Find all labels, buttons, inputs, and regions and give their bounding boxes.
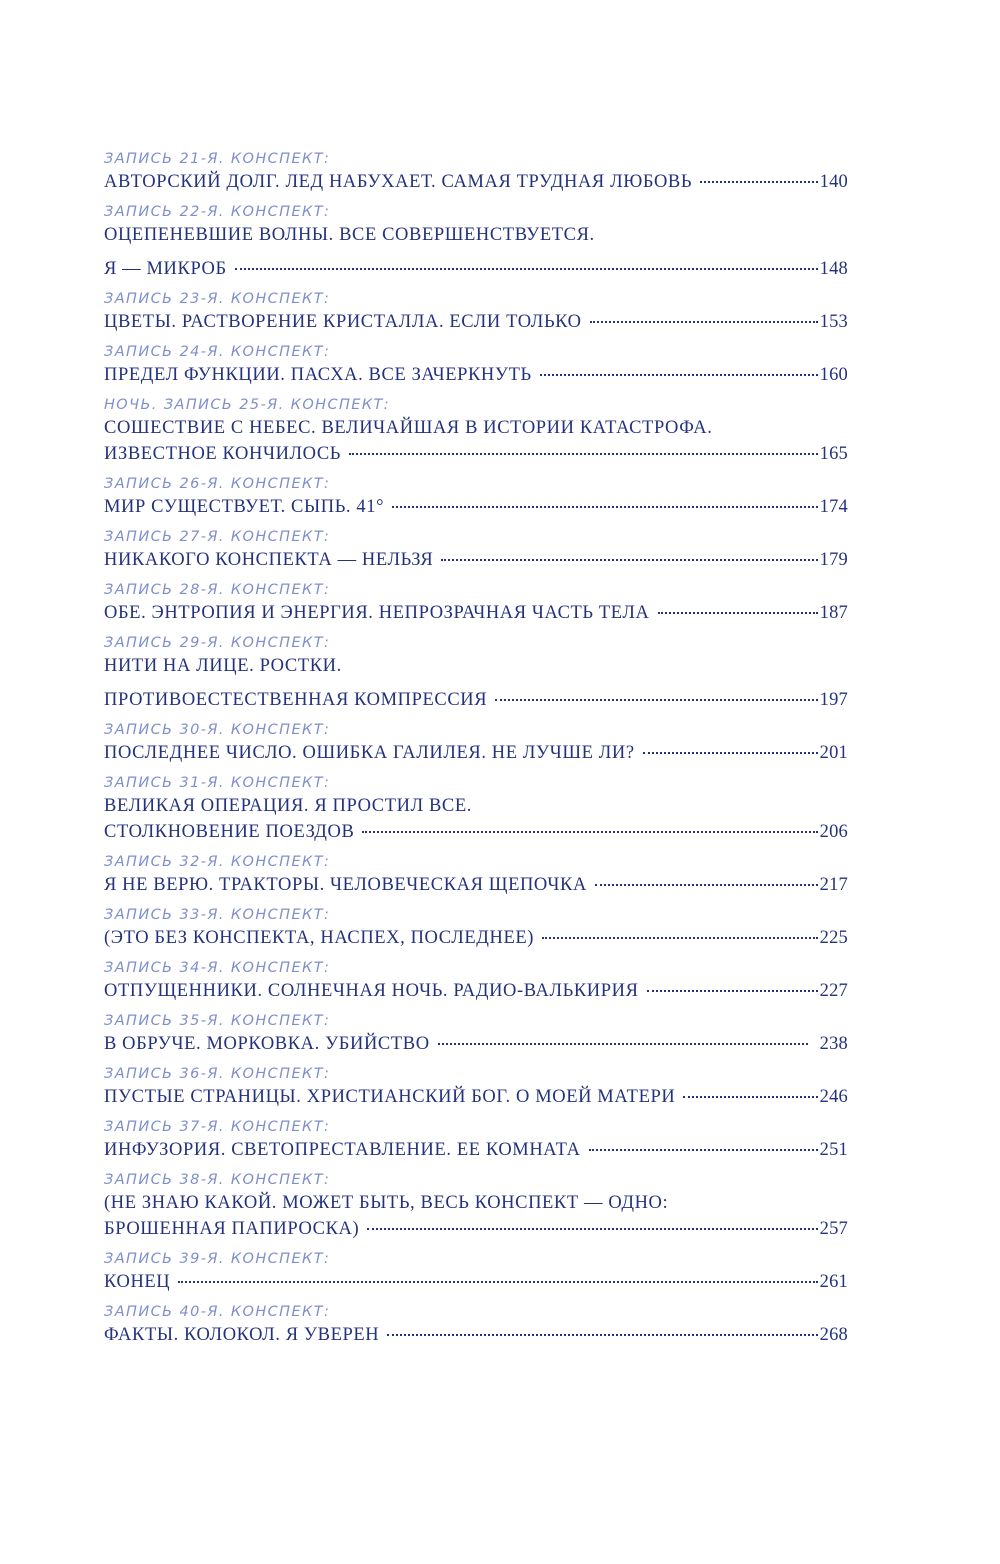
entry-title-line — [104, 442, 848, 466]
entry-heading: ЗАПИСЬ 35-Я. КОНСПЕКТ: — [104, 1013, 331, 1029]
entry-title: НИТИ НА ЛИЦЕ. РОСТКИ. — [104, 656, 342, 676]
entry-title: ИЗВЕСТНОЕ КОНЧИЛОСЬ — [104, 444, 342, 464]
entry-heading: ЗАПИСЬ 23-Я. КОНСПЕКТ: — [104, 291, 331, 307]
toc-entry[interactable] — [104, 904, 848, 950]
page-number: 187 — [819, 603, 848, 623]
dot-leader — [683, 1096, 817, 1098]
page-number: 206 — [819, 822, 848, 842]
entry-heading: ЗАПИСЬ 28-Я. КОНСПЕКТ: — [104, 582, 331, 598]
toc-entry[interactable] — [104, 772, 848, 844]
toc-entry[interactable] — [104, 473, 848, 519]
entry-title-line — [104, 1270, 848, 1294]
entry-title-line — [104, 170, 848, 194]
entry-heading: ЗАПИСЬ 22-Я. КОНСПЕКТ: — [104, 204, 331, 220]
entry-heading: ЗАПИСЬ 40-Я. КОНСПЕКТ: — [104, 1304, 331, 1320]
entry-title-line — [104, 873, 848, 897]
toc-entry[interactable] — [104, 579, 848, 625]
entry-heading: ЗАПИСЬ 30-Я. КОНСПЕКТ: — [104, 722, 331, 738]
toc-entry[interactable] — [104, 1248, 848, 1294]
entry-title-line — [104, 1191, 848, 1215]
toc-entry[interactable] — [104, 719, 848, 765]
entry-title: БРОШЕННАЯ ПАПИРОСКА) — [104, 1219, 360, 1239]
entry-title-line — [104, 654, 848, 678]
toc-entry[interactable] — [104, 526, 848, 572]
dot-leader — [235, 268, 818, 270]
entry-heading: НОЧЬ. ЗАПИСЬ 25-Я. КОНСПЕКТ: — [104, 397, 391, 413]
entry-title: ОЦЕПЕНЕВШИЕ ВОЛНЫ. ВСЕ СОВЕРШЕНСТВУЕТСЯ. — [104, 225, 595, 245]
entry-title-line — [104, 1032, 848, 1056]
page-number: 257 — [819, 1219, 848, 1239]
entry-title: Я — МИКРОБ — [104, 259, 227, 279]
entry-title-line — [104, 979, 848, 1003]
entry-heading: ЗАПИСЬ 34-Я. КОНСПЕКТ: — [104, 960, 331, 976]
dot-leader — [647, 990, 818, 992]
page-number: 153 — [819, 312, 848, 332]
entry-title: ОБЕ. ЭНТРОПИЯ И ЭНЕРГИЯ. НЕПРОЗРАЧНАЯ ЧАСТЬ ТЕЛА — [104, 603, 650, 623]
entry-title: ПРЕДЕЛ ФУНКЦИИ. ПАСХА. ВСЕ ЗАЧЕРКНУТЬ — [104, 365, 532, 385]
entry-title: ЦВЕТЫ. РАСТВОРЕНИЕ КРИСТАЛЛА. ЕСЛИ ТОЛЬКО — [104, 312, 582, 332]
entry-heading: ЗАПИСЬ 39-Я. КОНСПЕКТ: — [104, 1251, 331, 1267]
dot-leader — [595, 884, 818, 886]
dot-leader — [362, 831, 817, 833]
entry-heading: ЗАПИСЬ 36-Я. КОНСПЕКТ: — [104, 1066, 331, 1082]
entry-heading: ЗАПИСЬ 37-Я. КОНСПЕКТ: — [104, 1119, 331, 1135]
toc-entry[interactable] — [104, 394, 848, 466]
entry-heading: ЗАПИСЬ 32-Я. КОНСПЕКТ: — [104, 854, 331, 870]
dot-leader — [495, 699, 817, 701]
toc-entry[interactable] — [104, 148, 848, 194]
dot-leader — [178, 1281, 817, 1283]
entry-title-line — [104, 926, 848, 950]
entry-title-line — [104, 688, 848, 712]
entry-title-line — [104, 257, 848, 281]
toc-entry[interactable] — [104, 957, 848, 1003]
entry-heading: ЗАПИСЬ 24-Я. КОНСПЕКТ: — [104, 344, 331, 360]
toc-entry[interactable] — [104, 201, 848, 281]
page-number: 246 — [819, 1087, 848, 1107]
entry-title-line — [104, 1217, 848, 1241]
entry-title: ОТПУЩЕННИКИ. СОЛНЕЧНАЯ НОЧЬ. РАДИО-ВАЛЬКИРИЯ — [104, 981, 639, 1001]
entry-title: СОШЕСТВИЕ С НЕБЕС. ВЕЛИЧАЙШАЯ В ИСТОРИИ КАТАСТРОФА. — [104, 418, 713, 438]
entry-title: (НЕ ЗНАЮ КАКОЙ. МОЖЕТ БЫТЬ, ВЕСЬ КОНСПЕКТ — ОДНО: — [104, 1193, 669, 1213]
dot-leader — [658, 612, 818, 614]
page-number: 268 — [819, 1325, 848, 1345]
page-number: 238 — [819, 1034, 848, 1054]
entry-title: СТОЛКНОВЕНИЕ ПОЕЗДОВ — [104, 822, 355, 842]
entry-title: ПОСЛЕДНЕЕ ЧИСЛО. ОШИБКА ГАЛИЛЕЯ. НЕ ЛУЧШЕ ЛИ? — [104, 743, 635, 763]
table-of-contents — [104, 148, 848, 1354]
page-number: 179 — [819, 550, 848, 570]
entry-title: МИР СУЩЕСТВУЕТ. СЫПЬ. 41° — [104, 497, 385, 517]
entry-heading: ЗАПИСЬ 27-Я. КОНСПЕКТ: — [104, 529, 331, 545]
dot-leader — [387, 1334, 817, 1336]
page-number: 227 — [819, 981, 848, 1001]
dot-leader — [700, 181, 818, 183]
entry-title-line — [104, 820, 848, 844]
entry-title-line — [104, 601, 848, 625]
entry-title: (ЭТО БЕЗ КОНСПЕКТА, НАСПЕХ, ПОСЛЕДНЕЕ) — [104, 928, 535, 948]
entry-title-line — [104, 1085, 848, 1109]
page-number: 174 — [819, 497, 848, 517]
page-number: 251 — [819, 1140, 848, 1160]
page-number: 148 — [819, 259, 848, 279]
entry-heading: ЗАПИСЬ 33-Я. КОНСПЕКТ: — [104, 907, 331, 923]
entry-title: ПУСТЫЕ СТРАНИЦЫ. ХРИСТИАНСКИЙ БОГ. О МОЕЙ МАТЕРИ — [104, 1087, 676, 1107]
entry-title: ВЕЛИКАЯ ОПЕРАЦИЯ. Я ПРОСТИЛ ВСЕ. — [104, 796, 472, 816]
entry-heading: ЗАПИСЬ 26-Я. КОНСПЕКТ: — [104, 476, 331, 492]
entry-title-line — [104, 416, 848, 440]
entry-title: КОНЕЦ — [104, 1272, 171, 1292]
toc-entry[interactable] — [104, 1116, 848, 1162]
entry-title-line — [104, 548, 848, 572]
page-number: 160 — [819, 365, 848, 385]
entry-heading: ЗАПИСЬ 31-Я. КОНСПЕКТ: — [104, 775, 331, 791]
dot-leader — [441, 559, 817, 561]
dot-leader — [540, 374, 818, 376]
toc-entry[interactable] — [104, 1169, 848, 1241]
entry-title: ПРОТИВОЕСТЕСТВЕННАЯ КОМПРЕССИЯ — [104, 690, 488, 710]
dot-leader — [367, 1228, 817, 1230]
entry-heading: ЗАПИСЬ 21-Я. КОНСПЕКТ: — [104, 151, 331, 167]
entry-title-line — [104, 495, 848, 519]
page-number: 261 — [819, 1272, 848, 1292]
dot-leader — [542, 937, 818, 939]
page-number: 217 — [819, 875, 848, 895]
dot-leader — [590, 321, 818, 323]
entry-title-line — [104, 794, 848, 818]
entry-title: В ОБРУЧЕ. МОРКОВКА. УБИЙСТВО — [104, 1034, 430, 1054]
dot-leader — [392, 506, 818, 508]
toc-entry[interactable] — [104, 1010, 848, 1056]
entry-title-line — [104, 363, 848, 387]
entry-title: Я НЕ ВЕРЮ. ТРАКТОРЫ. ЧЕЛОВЕЧЕСКАЯ ЩЕПОЧКА — [104, 875, 587, 895]
entry-title-line — [104, 310, 848, 334]
toc-entry[interactable] — [104, 1301, 848, 1347]
entry-title: АВТОРСКИЙ ДОЛГ. ЛЕД НАБУХАЕТ. САМАЯ ТРУДНАЯ ЛЮБОВЬ — [104, 172, 693, 192]
entry-title-line — [104, 1138, 848, 1162]
entry-heading: ЗАПИСЬ 38-Я. КОНСПЕКТ: — [104, 1172, 331, 1188]
dot-leader — [643, 752, 818, 754]
page-number: 197 — [819, 690, 848, 710]
entry-heading: ЗАПИСЬ 29-Я. КОНСПЕКТ: — [104, 635, 331, 651]
toc-entry[interactable] — [104, 851, 848, 897]
entry-title-line — [104, 223, 848, 247]
toc-entry[interactable] — [104, 288, 848, 334]
page-number: 201 — [819, 743, 848, 763]
dot-leader — [349, 453, 818, 455]
page-number: 140 — [819, 172, 848, 192]
toc-entry[interactable] — [104, 1063, 848, 1109]
page-number: 225 — [819, 928, 848, 948]
dot-leader — [438, 1043, 808, 1045]
entry-title-line — [104, 741, 848, 765]
toc-entry[interactable] — [104, 632, 848, 712]
entry-title: НИКАКОГО КОНСПЕКТА — НЕЛЬЗЯ — [104, 550, 434, 570]
entry-title: ФАКТЫ. КОЛОКОЛ. Я УВЕРЕН — [104, 1325, 380, 1345]
toc-entry[interactable] — [104, 341, 848, 387]
entry-title-line — [104, 1323, 848, 1347]
page-number: 165 — [819, 444, 848, 464]
dot-leader — [589, 1149, 818, 1151]
entry-title: ИНФУЗОРИЯ. СВЕТОПРЕСТАВЛЕНИЕ. ЕЕ КОМНАТА — [104, 1140, 581, 1160]
